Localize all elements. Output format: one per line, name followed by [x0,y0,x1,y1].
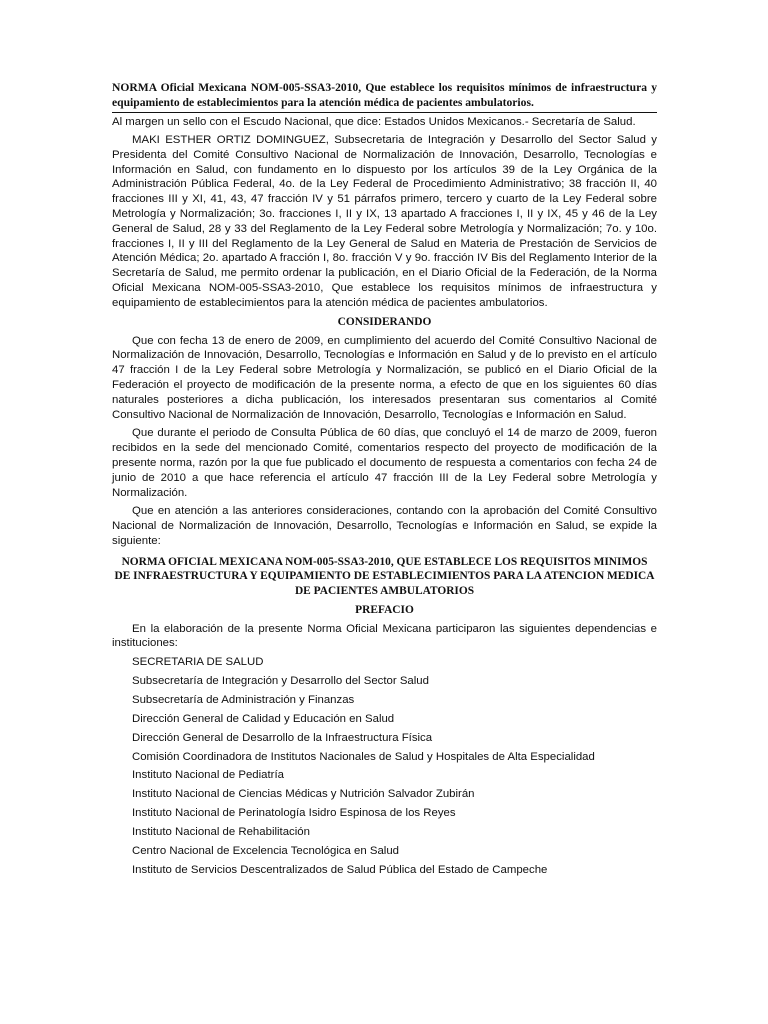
institution-item: Instituto Nacional de Pediatría [132,769,284,782]
institution-item: Instituto Nacional de Perinatología Isidro Espinosa de los Reyes [132,807,456,820]
institution-item: Subsecretaría de Integración y Desarrollo del Sector Salud [132,674,429,687]
document-title: NORMA Oficial Mexicana NOM-005-SSA3-2010, Que establece los requisitos mínimos de infraestructura y equipamiento de establecimientos para la atención médica de pacientes ambulatorios. [112,80,657,113]
intro-paragraph: MAKI ESTHER ORTIZ DOMINGUEZ, Subsecretaria de Integración y Desarrollo del Sector Salud y Presidenta del Comité Consultivo Nacional de Normalización de Innovación, Desarrollo, Tecnologías e Información en Salud, con fundamento en lo dispuesto por los artículos 39 de la Ley Orgánica de la Administración Pública Federal, 4o. de la Ley Federal de Procedimiento Administrativo; 38 fracción II, 40 fracciones III y XI, 41, 43, 47 fracción IV y 51 párrafos primero, tercero y cuarto de la Ley Federal sobre Metrología y Normalización; 3o. fracciones I, II y IX, 13 apartado A fracciones I, II y IX, 45 y 46 de la Ley General de Salud, 28 y 33 del Reglamento de la Ley Federal sobre Metrología y Normalización; 7o. y 10o. fracciones I, II y III del Reglamento de la Ley General de Salud en Materia de Prestación de Servicios de Atención Médica; 2o. apartado A fracción I, 8o. fracción V y 9o. fracción IV Bis del Reglamento Interior de la Secretaría de Salud, me permito ordenar la publicación, en el Diario Oficial de la Federación, de la Norma Oficial Mexicana NOM-005-SSA3-2010, Que establece los requisitos mínimos de infraestructura y equipamiento de establecimientos para la atención médica de pacientes ambulatorios. [112,134,657,309]
considerando-heading: CONSIDERANDO [337,315,432,328]
institution-item: Dirección General de Desarrollo de la Infraestructura Física [132,731,433,744]
institution-item: Subsecretaría de Administración y Finanzas [132,693,355,706]
institution-item: Instituto Nacional de Rehabilitación [132,826,310,839]
considerando-paragraph: Que durante el periodo de Consulta Pública de 60 días, que concluyó el 14 de marzo de 2009, fueron recibidos en la sede del mencionado Comité, comentarios respecto del proyecto de modificación de la presente norma, razón por la que fue publicado el documento de respuesta a comentarios con fecha 24 de junio de 2010 a que hace referencia el artículo 47 fracción III de la Ley Federal sobre Metrología y Normalización. [112,427,657,499]
norm-heading-line: DE PACIENTES AMBULATORIOS [294,584,475,597]
prefacio-heading: PREFACIO [355,603,414,616]
considerando-paragraph: Que con fecha 13 de enero de 2009, en cumplimiento del acuerdo del Comité Consultivo Nacional de Normalización de Innovación, Desarrollo, Tecnologías e Información en Salud y de lo previsto en el artículo 47 fracción I de la Ley Federal sobre Metrología y Normalización, se publicó en el Diario Oficial de la Federación el proyecto de modificación de la presente norma, a efecto de que en los siguientes 60 días naturales posteriores a dicha publicación, los interesados presentaran sus comentarios al Comité Consultivo Nacional de Normalización de Innovación, Desarrollo, Tecnologías e Información en Salud. [112,334,657,421]
prefacio-paragraph: En la elaboración de la presente Norma Oficial Mexicana participaron las siguientes dependencias e instituciones: [112,622,657,650]
norm-heading-line: DE INFRAESTRUCTURA Y EQUIPAMIENTO DE ESTABLECIMIENTOS PARA LA ATENCION MEDICA [114,570,655,583]
institutions-list [112,655,657,878]
institution-item: Dirección General de Calidad y Educación en Salud [132,712,395,725]
institution-item: Instituto Nacional de Ciencias Médicas y Nutrición Salvador Zubirán [132,788,475,801]
institution-item: Instituto de Servicios Descentralizados de Salud Pública del Estado de Campeche [132,863,548,876]
considerando-paragraph: Que en atención a las anteriores consideraciones, contando con la aprobación del Comité Consultivo Nacional de Normalización de Innovación, Desarrollo, Tecnologías e Información en Salud, se expide la siguiente: [112,505,657,547]
norm-heading [112,555,657,599]
margin-note: Al margen un sello con el Escudo Nacional, que dice: Estados Unidos Mexicanos.- Secretaría de Salud. [112,116,636,128]
institution-item: Centro Nacional de Excelencia Tecnológica en Salud [132,845,400,857]
institution-item: Comisión Coordinadora de Institutos Nacionales de Salud y Hospitales de Alta Especialidad [132,750,595,763]
norm-heading-line: NORMA OFICIAL MEXICANA NOM-005-SSA3-2010, QUE ESTABLECE LOS REQUISITOS MINIMOS [121,555,648,568]
institution-item: SECRETARIA DE SALUD [132,656,264,669]
document-page [112,80,657,882]
